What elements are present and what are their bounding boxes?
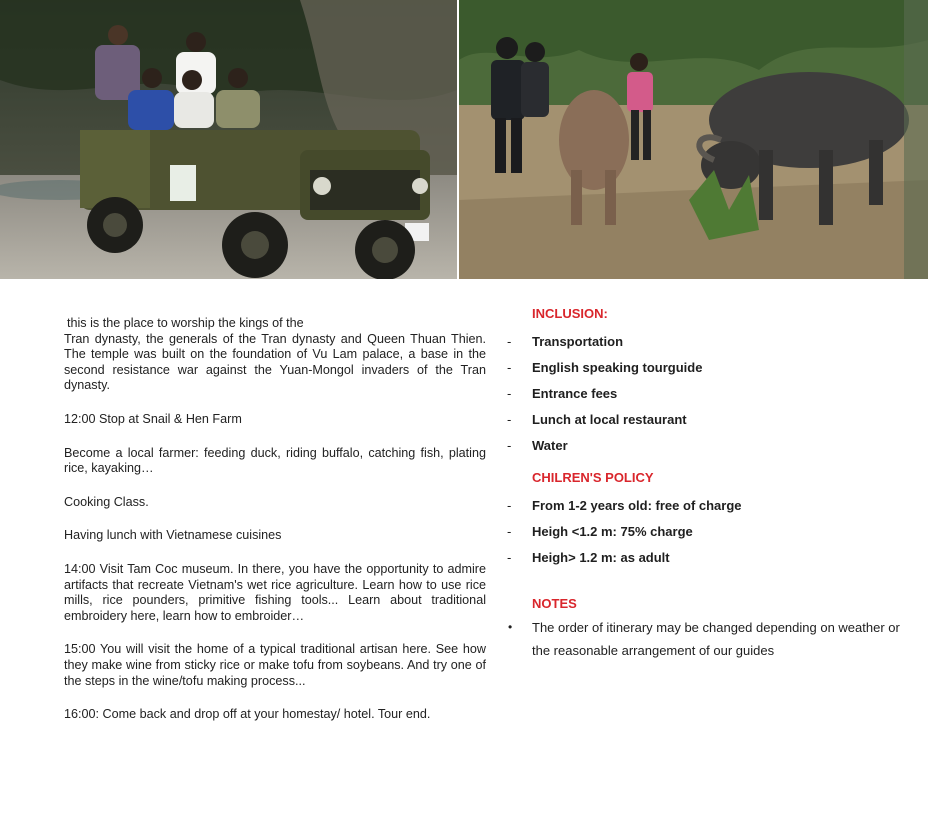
inclusion-item: Transportation [532,334,624,349]
inclusion-item: Entrance fees [532,386,618,401]
farmer-activities: Become a local farmer: feeding duck, riding buffalo, catching fish, plating rice, kayaking… [64,445,486,476]
dash-bullet: - [507,386,512,401]
list-item [507,384,907,410]
list-item [507,548,907,574]
policy-item: Heigh> 1.2 m: as adult [532,550,670,565]
list-item [507,522,907,548]
stop-1500: 15:00 You will visit the home of a typical traditional artisan here. See how they make wine from sticky rice or make tofu from soybeans. And try one of the steps in the wine/tofu making process... [64,642,486,688]
itinerary-text [64,316,486,741]
notes-list [507,616,907,662]
buffalo-photo-illustration [459,0,928,279]
children-policy-list [507,496,907,574]
temple-description-first-line: this is the place to worship the kings of the [67,316,304,330]
jeep-photo-illustration [0,0,457,279]
dash-bullet: - [507,550,512,565]
stop-1600: 16:00: Come back and drop off at your homestay/ hotel. Tour end. [64,707,431,722]
policy-item: Heigh <1.2 m: 75% charge [532,524,693,539]
list-item [507,496,907,522]
buffalo-photo [459,0,928,279]
temple-description-body: Tran dynasty, the generals of the Tran dynasty and Queen Thuan Thien. The temple was built on the foundation of Vu Lam palace, a base in the second resistance war against the Yuan-Mongol invaders of the Tran dynasty. [64,331,486,393]
dash-bullet: - [507,524,512,539]
list-item [507,616,907,662]
dash-bullet: - [507,498,512,513]
temple-description [64,316,486,394]
notes-heading: NOTES [532,596,577,611]
dash-bullet: - [507,412,512,427]
dash-bullet: - [507,438,512,453]
inclusion-heading: INCLUSION: [532,306,608,321]
jeep-photo [0,0,457,279]
lunch: Having lunch with Vietnamese cuisines [64,528,282,543]
dash-bullet: - [507,334,512,349]
policy-item: From 1-2 years old: free of charge [532,498,742,513]
cooking-class: Cooking Class. [64,494,149,509]
stop-1200: 12:00 Stop at Snail & Hen Farm [64,411,242,426]
list-item [507,358,907,384]
inclusion-item: Water [532,438,568,453]
note-item: The order of itinerary may be changed depending on weather or the reasonable arrangement of our guides [532,620,900,658]
dash-bullet: - [507,360,512,375]
inclusion-list [507,332,907,462]
stop-1400: 14:00 Visit Tam Coc museum. In there, you have the opportunity to admire artifacts that recreate Vietnam's wet rice agriculture. Learn how to use rice mills, rice pounders, primitive fishing tools... Learn about traditional embroidery here, learn how to embroider… [64,561,486,623]
inclusion-item: English speaking tourguide [532,360,703,375]
children-policy-heading: CHILREN'S POLICY [532,470,654,485]
list-item [507,436,907,462]
tour-details [507,306,907,662]
list-item [507,410,907,436]
inclusion-item: Lunch at local restaurant [532,412,687,427]
bullet-dot: • [508,620,513,634]
list-item [507,332,907,358]
